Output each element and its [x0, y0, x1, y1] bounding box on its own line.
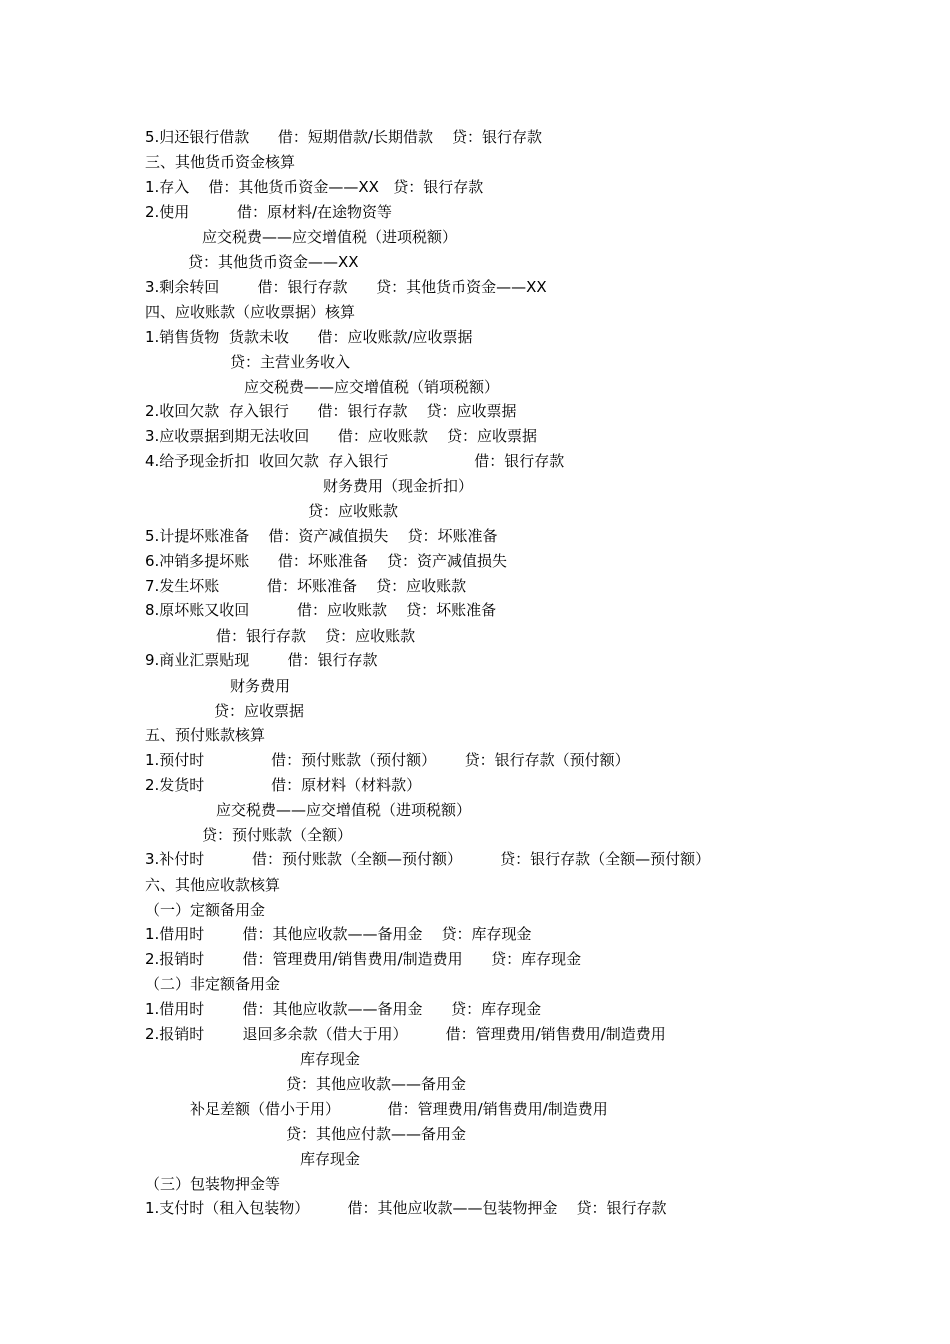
text-line: 应交税费——应交增值税（进项税额）: [216, 801, 472, 819]
text-line: 贷：应收账款: [308, 502, 399, 520]
text-line: 2.使用 借：原材料/在途物资等: [145, 203, 393, 221]
text-line: 5.计提坏账准备 借：资产减值损失 贷：坏账准备: [145, 527, 498, 545]
subsection-heading: （二）非定额备用金: [145, 975, 281, 993]
text-line: 1.预付时 借：预付账款（预付额） 贷：银行存款（预付额）: [145, 751, 630, 769]
text-line: 财务费用（现金折扣）: [323, 477, 474, 495]
text-line: 补足差额（借小于用） 借：管理费用/销售费用/制造费用: [190, 1100, 608, 1118]
subsection-heading: （一）定额备用金: [145, 901, 266, 919]
text-line: 财务费用: [230, 677, 291, 695]
text-line: 库存现金: [300, 1050, 361, 1068]
text-line: 贷：应收票据: [214, 702, 305, 720]
text-line: 7.发生坏账 借：坏账准备 贷：应收账款: [145, 577, 467, 595]
text-line: 1.存入 借：其他货币资金——XX 贷：银行存款: [145, 178, 484, 196]
text-line: 2.收回欠款 存入银行 借：银行存款 贷：应收票据: [145, 402, 517, 420]
text-line: 贷：其他货币资金——XX: [188, 253, 359, 271]
subsection-heading: （三）包装物押金等: [145, 1175, 281, 1193]
text-line: 8.原坏账又收回 借：应收账款 贷：坏账准备: [145, 601, 497, 619]
section-heading: 四、应收账款（应收票据）核算: [145, 303, 356, 321]
text-line: 应交税费——应交增值税（进项税额）: [202, 228, 458, 246]
text-line: 1.支付时（租入包装物） 借：其他应收款——包装物押金 贷：银行存款: [145, 1199, 667, 1217]
section-heading: 五、预付账款核算: [145, 726, 266, 744]
text-line: 贷：其他应收款——备用金: [286, 1075, 467, 1093]
text-line: 借：银行存款 贷：应收账款: [216, 627, 416, 645]
section-heading: 三、其他货币资金核算: [145, 153, 296, 171]
text-line: 应交税费——应交增值税（销项税额）: [244, 378, 500, 396]
text-line: 2.报销时 退回多余款（借大于用） 借：管理费用/销售费用/制造费用: [145, 1025, 666, 1043]
section-heading: 六、其他应收款核算: [145, 876, 281, 894]
text-line: 贷：预付账款（全额）: [202, 826, 353, 844]
text-line: 9.商业汇票贴现 借：银行存款: [145, 651, 378, 669]
text-line: 2.发货时 借：原材料（材料款）: [145, 776, 422, 794]
text-line: 库存现金: [300, 1150, 361, 1168]
text-line: 3.剩余转回 借：银行存款 贷：其他货币资金——XX: [145, 278, 547, 296]
text-line: 1.销售货物 货款未收 借：应收账款/应收票据: [145, 328, 473, 346]
text-line: 贷：其他应付款——备用金: [286, 1125, 467, 1143]
text-line: 贷：主营业务收入: [230, 353, 351, 371]
text-line: 3.补付时 借：预付账款（全额—预付额） 贷：银行存款（全额—预付额）: [145, 850, 711, 868]
text-line: 4.给予现金折扣 收回欠款 存入银行 借：银行存款: [145, 452, 565, 470]
text-line: 1.借用时 借：其他应收款——备用金 贷：库存现金: [145, 925, 532, 943]
text-line: 3.应收票据到期无法收回 借：应收账款 贷：应收票据: [145, 427, 537, 445]
text-line: 5.归还银行借款 借：短期借款/长期借款 贷：银行存款: [145, 128, 543, 146]
text-line: 2.报销时 借：管理费用/销售费用/制造费用 贷：库存现金: [145, 950, 582, 968]
text-line: 6.冲销多提坏账 借：坏账准备 贷：资产减值损失: [145, 552, 507, 570]
text-line: 1.借用时 借：其他应收款——备用金 贷：库存现金: [145, 1000, 542, 1018]
